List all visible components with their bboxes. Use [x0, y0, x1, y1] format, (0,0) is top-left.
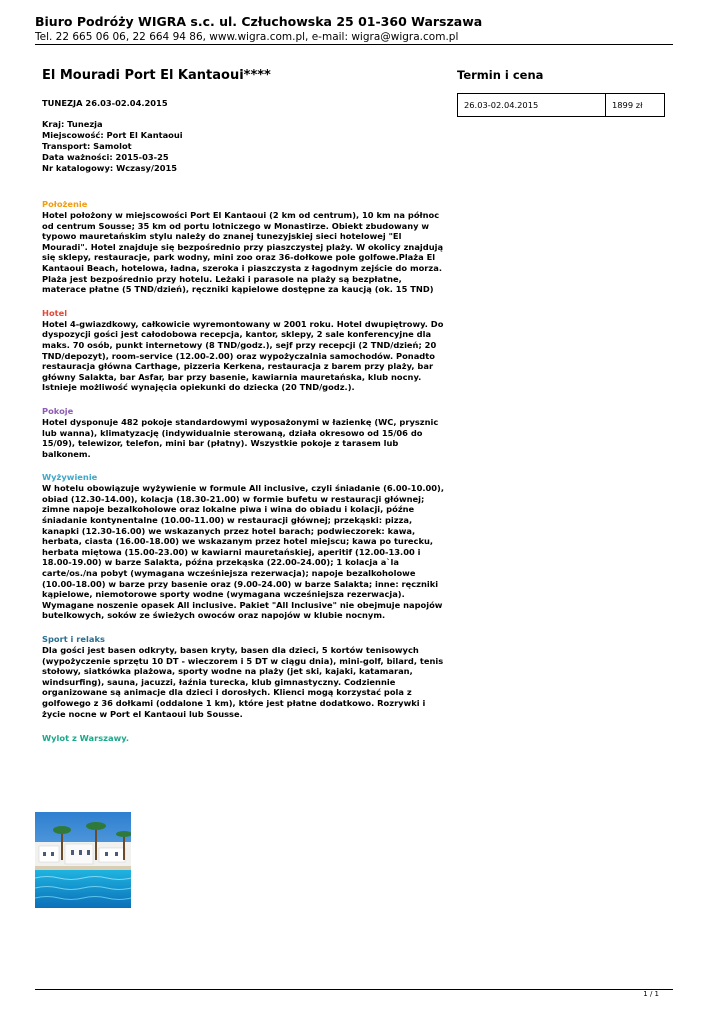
price-table [457, 93, 665, 117]
hotel-pool-image [35, 812, 131, 908]
section-title: Hotel [42, 307, 68, 318]
section-board [42, 472, 447, 621]
section-text: W hotelu obowiązuje wyżywienie w formule All inclusive, czyli śniadanie (6.00-10.00), obiad (12.30-14.00), kolacja (18.30-21.00) w formie bufetu w restauracji głównej; zimne napoje bezalkoholowe oraz lokalne piwa i wina do obiadu i kolacji, późne śniadanie kontynentalne (10.00-11.00) w restauracji głównej; przekąski: pizza, kanapki (12.30-16.00) we wskazanych przez hotel barach; podwieczorek: kawa, herbata, ciasta (16.00-18.00) we wskazanym przez hotel miejscu; kawa po turecku, herbata miętowa (15.00-23.00) w kawiarni mauretańskiej, aperitif (12.00-13.00 i 18.00-19.00) w barze Salakta, późna przekąska (22.00-24.00); 1 kolacja a`la carte/os./na pobyt (wymagana wcześniejsza rezerwacja); napoje bezalkoholowe (10.00-18.00) w barze przy basenie oraz (9.00-24.00) w barze Salakta; inne: ręczniki kąpielowe, niemotorowe sporty wodne (wymagana wcześniejsza rezerwacja). Wymagane noszenie opasek All inclusive. Pakiet "All Inclusive" nie obejmuje napojów butelkowych, soków ze świeżych owoców oraz napojów w klubie nocnym. [42, 483, 444, 621]
section-title: Sport i relaks [42, 634, 105, 644]
page-number: 1 / 1 [643, 990, 659, 998]
company-name: Biuro Podróży WIGRA s.c. ul. Człuchowska 25 01-360 Warszawa [35, 14, 483, 29]
section-text: Hotel 4-gwiazdkowy, całkowicie wyremontowany w 2001 roku. Hotel dwupiętrowy. Do dyspozycji gości jest całodobowa recepcja, kantor, sklepy, 2 sale konferencyjne dla maks. 70 osób, punkt internetowy (8 TND/godz.), sejf przy recepcji (2 TND/dzień; 20 TND/depozyt), room-service (12.00-2.00) oraz wypożyczalnia samochodów. Ponadto restauracja główna Carthage, pizzeria Kerkena, restauracja z barem przy plaży, bar główny Salakta, bar Asfar, bar przy basenie, kawiarnia mauretańska, klub nocny. Istnieje możliwość wynajęcia opiekunki do dziecka (20 TND/godz.). [42, 318, 444, 393]
header-divider [35, 44, 673, 45]
section-title: Pokoje [42, 405, 74, 416]
offer-main [42, 68, 447, 744]
price-date: 26.03-02.04.2015 [458, 94, 606, 117]
section-title: Wyżywienie [42, 472, 98, 483]
section-text: Hotel dysponuje 482 pokoje standardowymi wyposażonymi w łazienkę (WC, prysznic lub wanna), klimatyzację (indywidualnie sterowaną, działa okresowo od 15/06 do 15/09), telewizor, telefon, mini bar (płatny). Wszystkie pokoje z tarasem lub balkonem. [42, 416, 439, 459]
offer-info [42, 119, 447, 174]
footer-divider [35, 989, 673, 990]
pricing-title: Termin i cena [457, 68, 544, 82]
price-row [458, 94, 665, 117]
section-rooms [42, 406, 447, 459]
hotel-photo [35, 812, 131, 908]
section-text: Hotel położony w miejscowości Port El Kantaoui (2 km od centrum), 10 km na północ od centrum Sousse; 35 km od portu lotniczego w Monastirze. Obiekt zbudowany w typowo mauretańskim stylu należy do znanej tunezyjskiej sieci hotelowej "El Mouradi". Hotel znajduje się bezpośrednio przy piaszczystej plaży. W okolicy znajdują się sklepy, restauracje, park wodny, mini zoo oraz 36-dołkowe pole golfowe.Plaża El Kantaoui Beach, hotelowa, ładna, szeroka i piaszczysta z łagodnym zejście do morza. Plaża jest bezpośrednio przy hotelu. Leżaki i parasole na plaży są bezpłatne, materace płatne (5 TND/dzień), ręczniki kąpielowe dostępne za kaucją (ok. 15 TND) [42, 210, 444, 295]
pricing-panel [457, 68, 665, 117]
section-sport [42, 634, 447, 719]
section-location [42, 199, 447, 295]
info-transport: Transport: Samolot [42, 141, 132, 151]
info-location: Miejscowość: Port El Kantaoui [42, 130, 183, 140]
company-contact: Tel. 22 665 06 06, 22 664 94 86, www.wigra.com.pl, e-mail: wigra@wigra.com.pl [35, 31, 459, 43]
offer-title: El Mouradi Port El Kantaoui**** [42, 68, 271, 83]
info-catalog-number: Nr katalogowy: Wczasy/2015 [42, 163, 178, 173]
page-header [35, 14, 673, 44]
offer-subtitle: TUNEZJA 26.03-02.04.2015 [42, 98, 168, 108]
section-title: Położenie [42, 199, 88, 209]
flight-note: Wylot z Warszawy. [42, 733, 130, 744]
price-amount: 1899 zł [606, 94, 665, 117]
section-text: Dla gości jest basen odkryty, basen kryty, basen dla dzieci, 5 kortów tenisowych (wypożyczenie sprzętu 10 DT - wieczorem i 5 DT w ciągu dnia), mini-golf, bilard, tenis stołowy, siatkówka plażowa, sporty wodne na plaży (jet ski, kajaki, katamaran, windsurfing), sauna, jacuzzi, łaźnia turecka, klub gimnastyczny. Codziennie organizowane są animacje dla dzieci i dorosłych. Klienci mogą korzystać pola z golfowego z 36 dołkami (oddalone 1 km), które jest płatne dodatkowo. Rozrywki i życie nocne w Port el Kantaoui lub Sousse. [42, 645, 444, 719]
section-hotel [42, 308, 447, 393]
info-country: Kraj: Tunezja [42, 119, 103, 129]
info-valid-date: Data ważności: 2015-03-25 [42, 152, 169, 162]
